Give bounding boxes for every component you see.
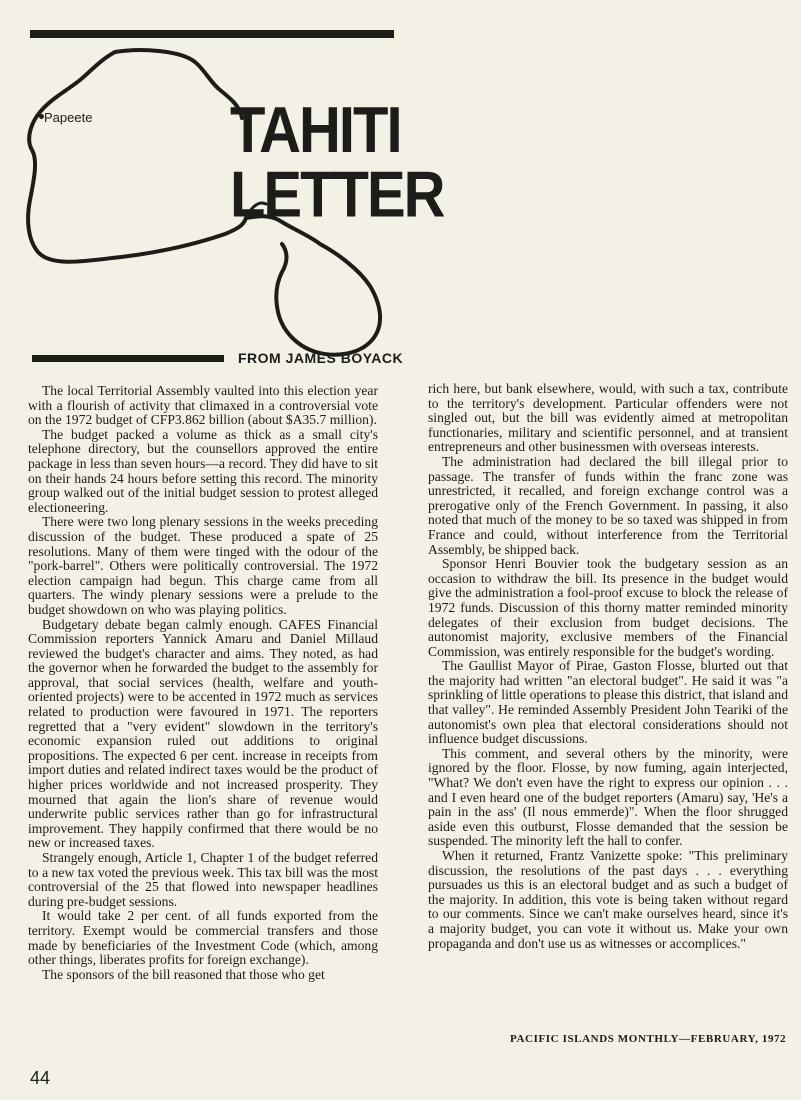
publication-footer: PACIFIC ISLANDS MONTHLY—FEBRUARY, 1972 [510, 1033, 787, 1045]
paragraph: The Gaullist Mayor of Pirae, Gaston Flosse, blurted out that the majority had written "an electoral budget". He said it was "a sprinkling of little operations to please this district, that island and that valley". He reminded Assembly President John Teariki of the autonomist's own plea that electoral considerations should not influence budget discussions. [428, 658, 788, 747]
paragraph: The budget packed a volume as thick as a small city's telephone directory, but the counsellors approved the entire package in less than seven hours—a record. They did have to sit on their hands 24 hours before setting this record. The minority group walked out of the initial budget session to protest alleged electioneering. [28, 426, 378, 515]
paragraph: This comment, and several others by the minority, were ignored by the floor. Flosse, by now fuming, again interjected, "What? We don't even have the right to express our opinion . . . and I even heard one of the budget reporters (Amaru) say, 'He's a pain in the ass' (Il nous emmerde)". When the floor shrugged aside even this outburst, Flosse demanded that the session be suspended. The minority left the hall to confer. [428, 745, 788, 849]
paragraph: The administration had declared the bill illegal prior to passage. The transfer of funds within the franc zone was unrestricted, it recalled, and foreign exchange control was a prerogative only of the French Government. In passing, it also noted that much of the money to be so taxed was shipped in from France and could, without interference from the Territorial Assembly, be shipped back. [428, 453, 788, 557]
paragraph: The sponsors of the bill reasoned that those who get [42, 966, 325, 982]
right-column [428, 382, 788, 951]
paragraph: rich here, but bank elsewhere, would, with such a tax, contribute to the territory's development. Particular offenders were not singled out, but the bill was evidently aimed at metropolitan functionaries, military and scientific personnel, and at transient entrepreneurs and other businessmen with overseas interests. [428, 381, 788, 455]
paragraph: Strangely enough, Article 1, Chapter 1 of the budget referred to a new tax voted the previous week. This tax bill was the most controversial of the 25 that flowed into newspaper headlines during pre-budget sessions. [28, 850, 378, 909]
paragraph: The local Territorial Assembly vaulted into this election year with a flourish of activity that climaxed in a controversial vote on the 1972 budget of CFP3.862 billion (about $A35.7 million). [28, 383, 378, 428]
top-rule [30, 30, 394, 38]
title-line-1: TAHITI [230, 93, 401, 167]
paragraph: When it returned, Frantz Vanizette spoke: "This preliminary discussion, the resolutions of the past days . . . everything pursuades us this is an electoral budget and as such a budget of the majority. In addition, this vote is being taken without regard to our comments. Since we can't make ourselves heard, since it's a majority budget, you can vote it without us. Make your own propaganda and don't use us as witnesses or accomplices." [428, 848, 788, 951]
page-title [230, 93, 444, 232]
paragraph: It would take 2 per cent. of all funds exported from the territory. Exempt would be commercial transfers and those made by beneficiaries of the Investment Code (which, among other things, liberates profits for foreign exchange). [28, 908, 378, 968]
place-label: Papeete [44, 110, 93, 125]
paragraph: Budgetary debate began calmly enough. CAFES Financial Commission reporters Yannick Amaru and Daniel Millaud reviewed the budget's character and aims. They noted, as had the governor when he forwarded the budget to the assembly for approval, that social services (health, welfare and youth-oriented projects) were to be accented in 1972 much as services related to production were favoured in 1971. The reporters regretted that a "very evident" slowdown in the territory's economic expansion ruled out additions to original propositions. The expected 6 per cent. increase in receipts from import duties and related indirect taxes would be the product of higher prices worldwide and not increased prosperity. They mourned that again the lion's share of revenue would underwrite public services rather than go for infrastructural improvement. They happily confirmed that there would be no new or increased taxes. [28, 616, 378, 851]
paragraph: There were two long plenary sessions in the weeks preceding discussion of the budget. These produced a spate of 25 resolutions. Many of them were tinged with the odour of the "pork-barrel". Others were politically controversial. The 1972 election campaign had begun. This charge came from all quarters. The windy plenary sessions were a prelude to the budget showdown on who was playing politics. [28, 514, 378, 617]
byline: FROM JAMES BOYACK [238, 350, 404, 366]
left-column [28, 384, 378, 982]
title-line-2: LETTER [230, 158, 444, 232]
paragraph: Sponsor Henri Bouvier took the budgetary session as an occasion to withdraw the bill. Its presence in the budget would give the administration a fool-proof excuse to block the release of 1972 funds. Discussion of this thorny matter reminded minority delegates of their exclusion from budget decisions. The autonomist majority, exclusive members of the Financial Commission, was entirely responsible for the budget's wording. [428, 556, 788, 659]
page-number: 44 [30, 1068, 51, 1088]
byline-rule [32, 355, 224, 362]
